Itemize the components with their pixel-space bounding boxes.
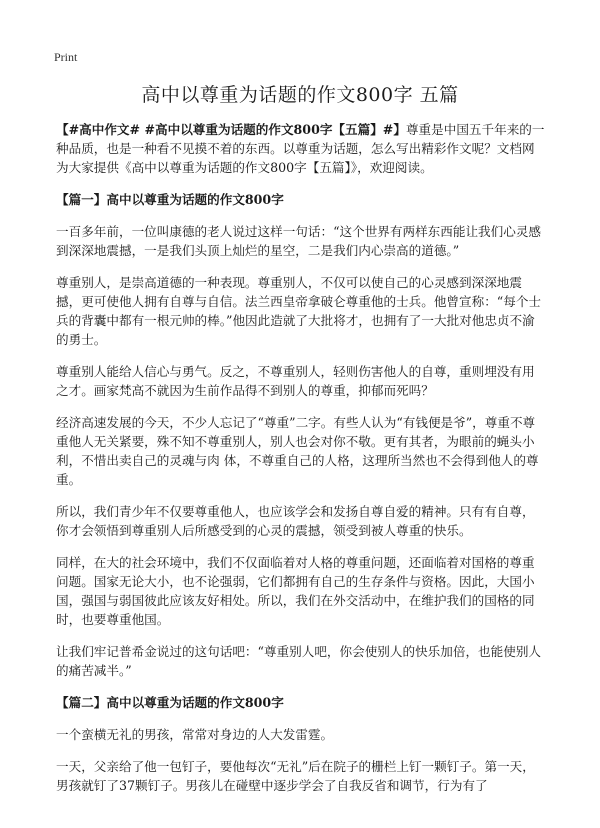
section-1-heading — [56, 190, 546, 209]
section-1-paragraph: 尊重别人，是崇高道德的一种表现。尊重别人，不仅可以使自己的心灵感到深深地震撼，更可使他人拥有自尊与自信。法兰西皇帝拿破仑尊重他的士兵。他曾宣称：“每个士兵的背囊中都有一根元帅的棒。”他因此造就了大批将才，也拥有了一大批对他忠贞不渝的勇士。 — [56, 275, 542, 347]
intro-text: 尊重是中国五千年来的一种品质，也是一种看不见摸不着的东西。以尊重为话题，怎么写出精彩作文呢？文档网为大家提供《高中以尊重为话题的作文800字【五篇】》，欢迎阅读。 — [56, 122, 545, 175]
section-2-title: 高中以尊重为话题的作文800字 — [106, 695, 284, 710]
section-2-heading — [56, 693, 546, 712]
section-2-tag: 【篇二】 — [56, 695, 107, 710]
section-1-paragraph: 经济高速发展的今天，不少人忘记了“尊重”二字。有些人认为“有钱便是爷”，尊重不尊重他人无关紧要，殊不知不尊重别人，别人也会对你不敬。更有其者，为眼前的蝇头小利，不惜出卖自己的灵魂与肉 体，不尊重自己的人格，这理所当然也不会得到他人的尊重。 — [56, 415, 539, 487]
intro-paragraph — [56, 120, 546, 177]
section-1-title: 高中以尊重为话题的作文800字 — [106, 192, 284, 207]
section-1-paragraph: 同样，在大的社会环境中，我们不仅面临着对人格的尊重问题，还面临着对国格的尊重问题。国家无论大小，也不论强弱，它们都拥有自己的生存条件与资格。因此，大国小国，强国与弱国彼此应该友好相处。所以，我们在外交活动中，在维护我们的国格的同时，也要尊重他国。 — [56, 555, 535, 627]
intro-hashtags: 【#高中作文# #高中以尊重为话题的作文800字【五篇】#】 — [56, 122, 406, 137]
section-2-paragraph: 一天，父亲给了他一包钉子，要他每次“无礼”后在院子的栅栏上钉一颗钉子。第一天，男孩就钉了37颗钉子。男孩儿在碰壁中逐步学会了自我反省和调节，行为有了 — [56, 759, 535, 793]
section-2-paragraph: 一个蛮横无礼的男孩，常常对身边的人大发雷霆。 — [56, 727, 334, 742]
section-1-paragraph: 所以，我们青少年不仅要尊重他人，也应该学会和发扬自尊自爱的精神。只有有自尊，你才会领悟到尊重别人后所感受到的心灵的震撼，领受到被人尊重的快乐。 — [56, 504, 535, 538]
section-1-tag: 【篇一】 — [56, 192, 107, 207]
document-title: 高中以尊重为话题的作文800字 五篇 — [141, 84, 459, 106]
document-body — [56, 120, 546, 808]
print-label[interactable]: Print — [54, 50, 78, 64]
section-1-paragraph: 让我们牢记普希金说过的这句话吧：“尊重别人吧，你会使别人的快乐加倍，也能使别人的痛苦减半。” — [56, 644, 542, 678]
section-1-paragraph: 一百多年前，一位叫康德的老人说过这样一句话：“这个世界有两样东西能让我们心灵感到深深地震撼，一是我们头顶上灿烂的星空，二是我们内心崇高的道德。” — [56, 224, 542, 258]
section-1-paragraph: 尊重别人能给人信心与勇气。反之，不尊重别人，轻则伤害他人的自尊，重则埋没有用之才。画家梵高不就因为生前作品得不到别人的尊重，抑郁而死吗？ — [56, 364, 535, 398]
